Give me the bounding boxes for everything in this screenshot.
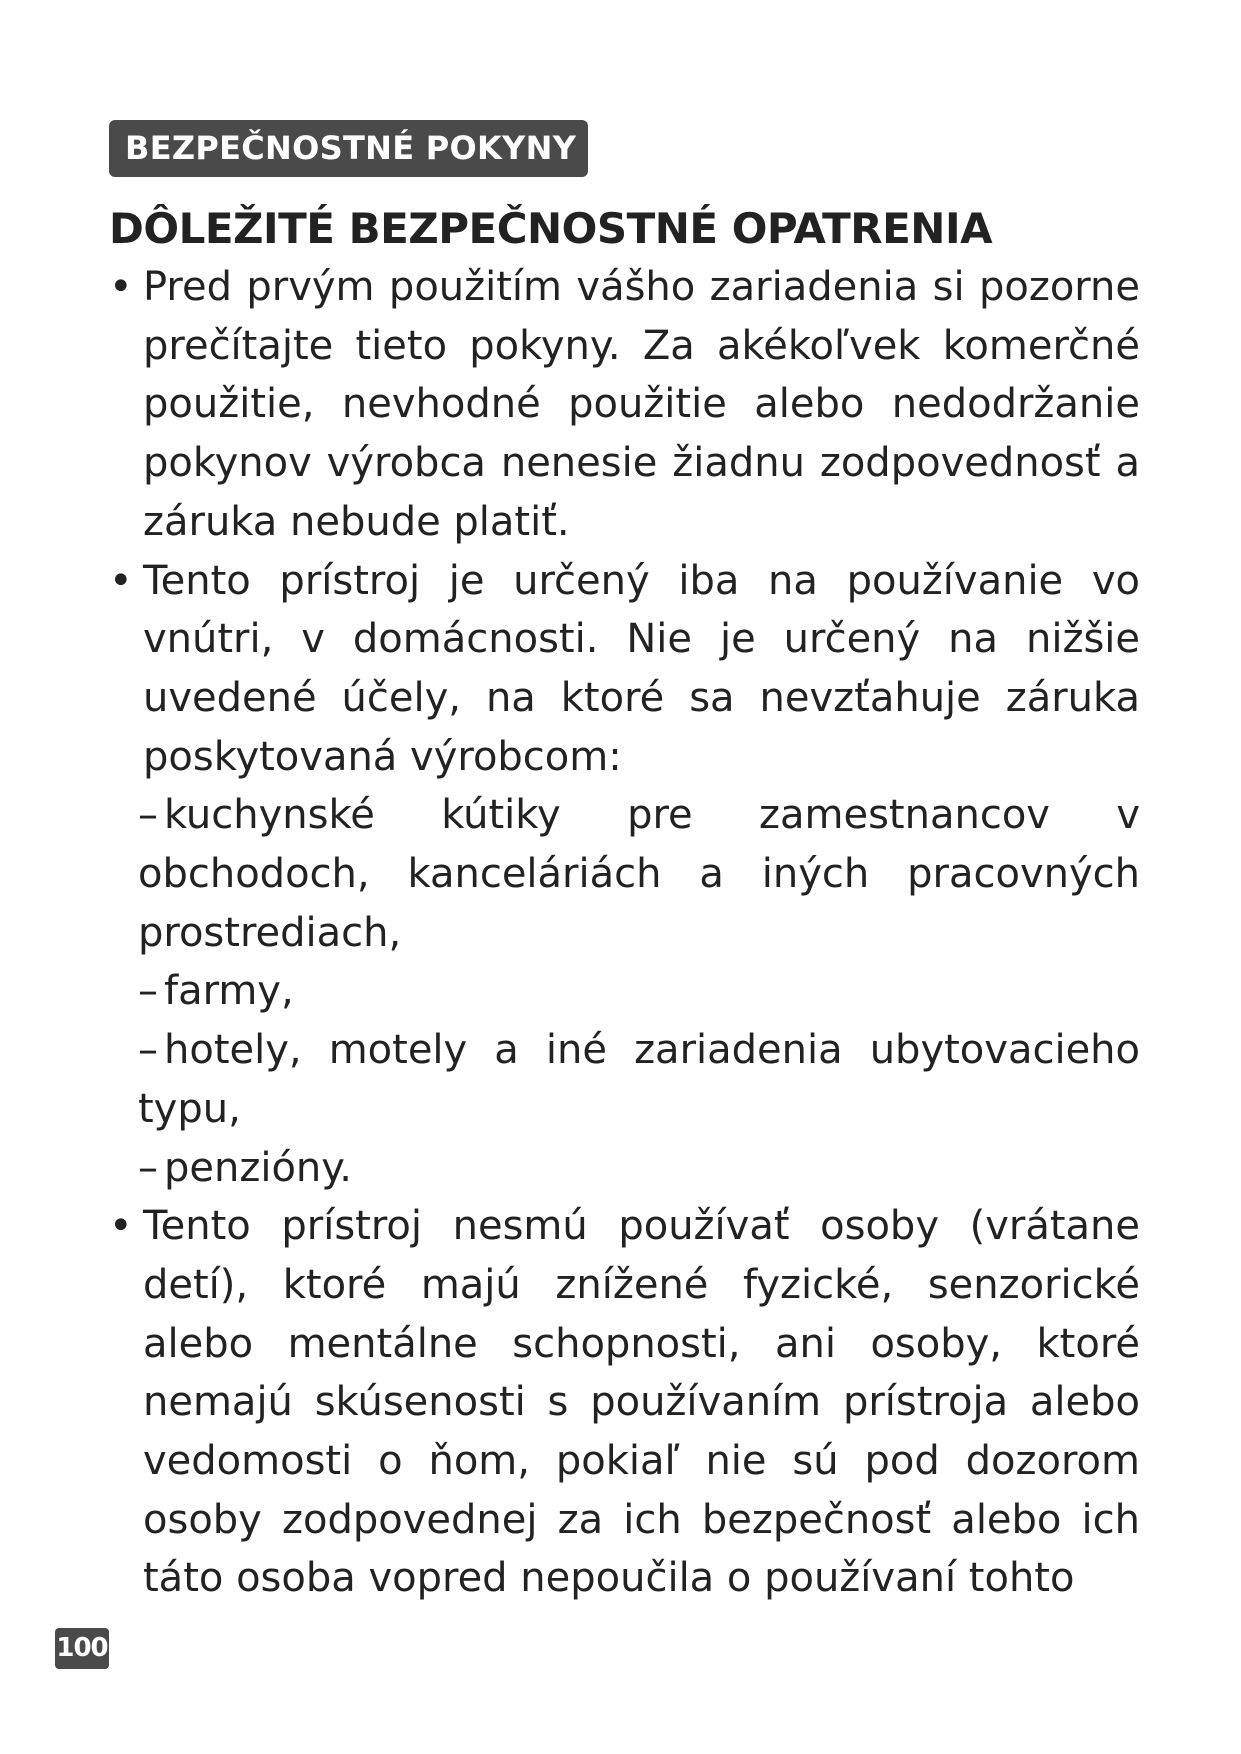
bullet-item-2 [109,552,1140,787]
dash-icon: – [138,792,158,839]
bullet-icon: • [109,1203,133,1250]
bullet-icon: • [109,264,133,310]
bullet-text: Tento prístroj nesmú používať osoby (vrátane detí), ktoré majú znížené fyzické, senzorické alebo mentálne schopnosti, ani osoby, ktoré nemajú skúsenosti s používaním prístroja alebo vedomosti o ňom, pokiaľ nie sú pod dozorom osoby zodpovednej za ich bezpečnosť alebo ich táto osoba vopred nepoučila o používaní tohto [143,1203,1140,1602]
page-title: DÔLEŽITÉ BEZPEČNOSTNÉ OPATRENIA [109,204,993,253]
sub-item-hotels [138,1021,1140,1138]
exclusion-sublist [109,786,1140,1197]
sub-item-farms [138,962,1140,1021]
dash-icon: – [138,968,158,1015]
sub-item-text: kuchynské kútiky pre zamestnancov v obchodoch, kanceláriách a iných pracovných prostrediach, [138,792,1140,956]
sub-item-text: penzióny. [164,1144,352,1191]
sub-item-text: farmy, [164,968,294,1015]
page-number: 100 [55,1628,109,1669]
sub-item-guesthouses [138,1139,1140,1198]
section-label-badge: BEZPEČNOSTNÉ POKYNY [109,120,588,177]
sub-item-text: hotely, motely a iné zariadenia ubytovacieho typu, [138,1027,1140,1132]
bullet-item-3 [109,1197,1140,1608]
bullet-text: Tento prístroj je určený iba na používanie vo vnútri, v domácnosti. Nie je určený na nižšie uvedené účely, na ktoré sa nevzťahuje záruka poskytovaná výrobcom: [143,557,1140,780]
bullet-icon: • [109,557,133,604]
bullet-text: Pred prvým použitím vášho zariadenia si pozorne prečítajte tieto pokyny. Za akékoľvek komerčné použitie, nevhodné použitie alebo nedodržanie pokynov výrobca nenesie žiadnu zodpovednosť a záruka nebude platiť. [143,264,1140,545]
safety-instructions-list [109,258,1140,1608]
sub-item-staff-kitchens [138,786,1140,962]
dash-icon: – [138,1027,158,1074]
dash-icon: – [138,1144,158,1191]
bullet-item-1 [109,258,1140,552]
